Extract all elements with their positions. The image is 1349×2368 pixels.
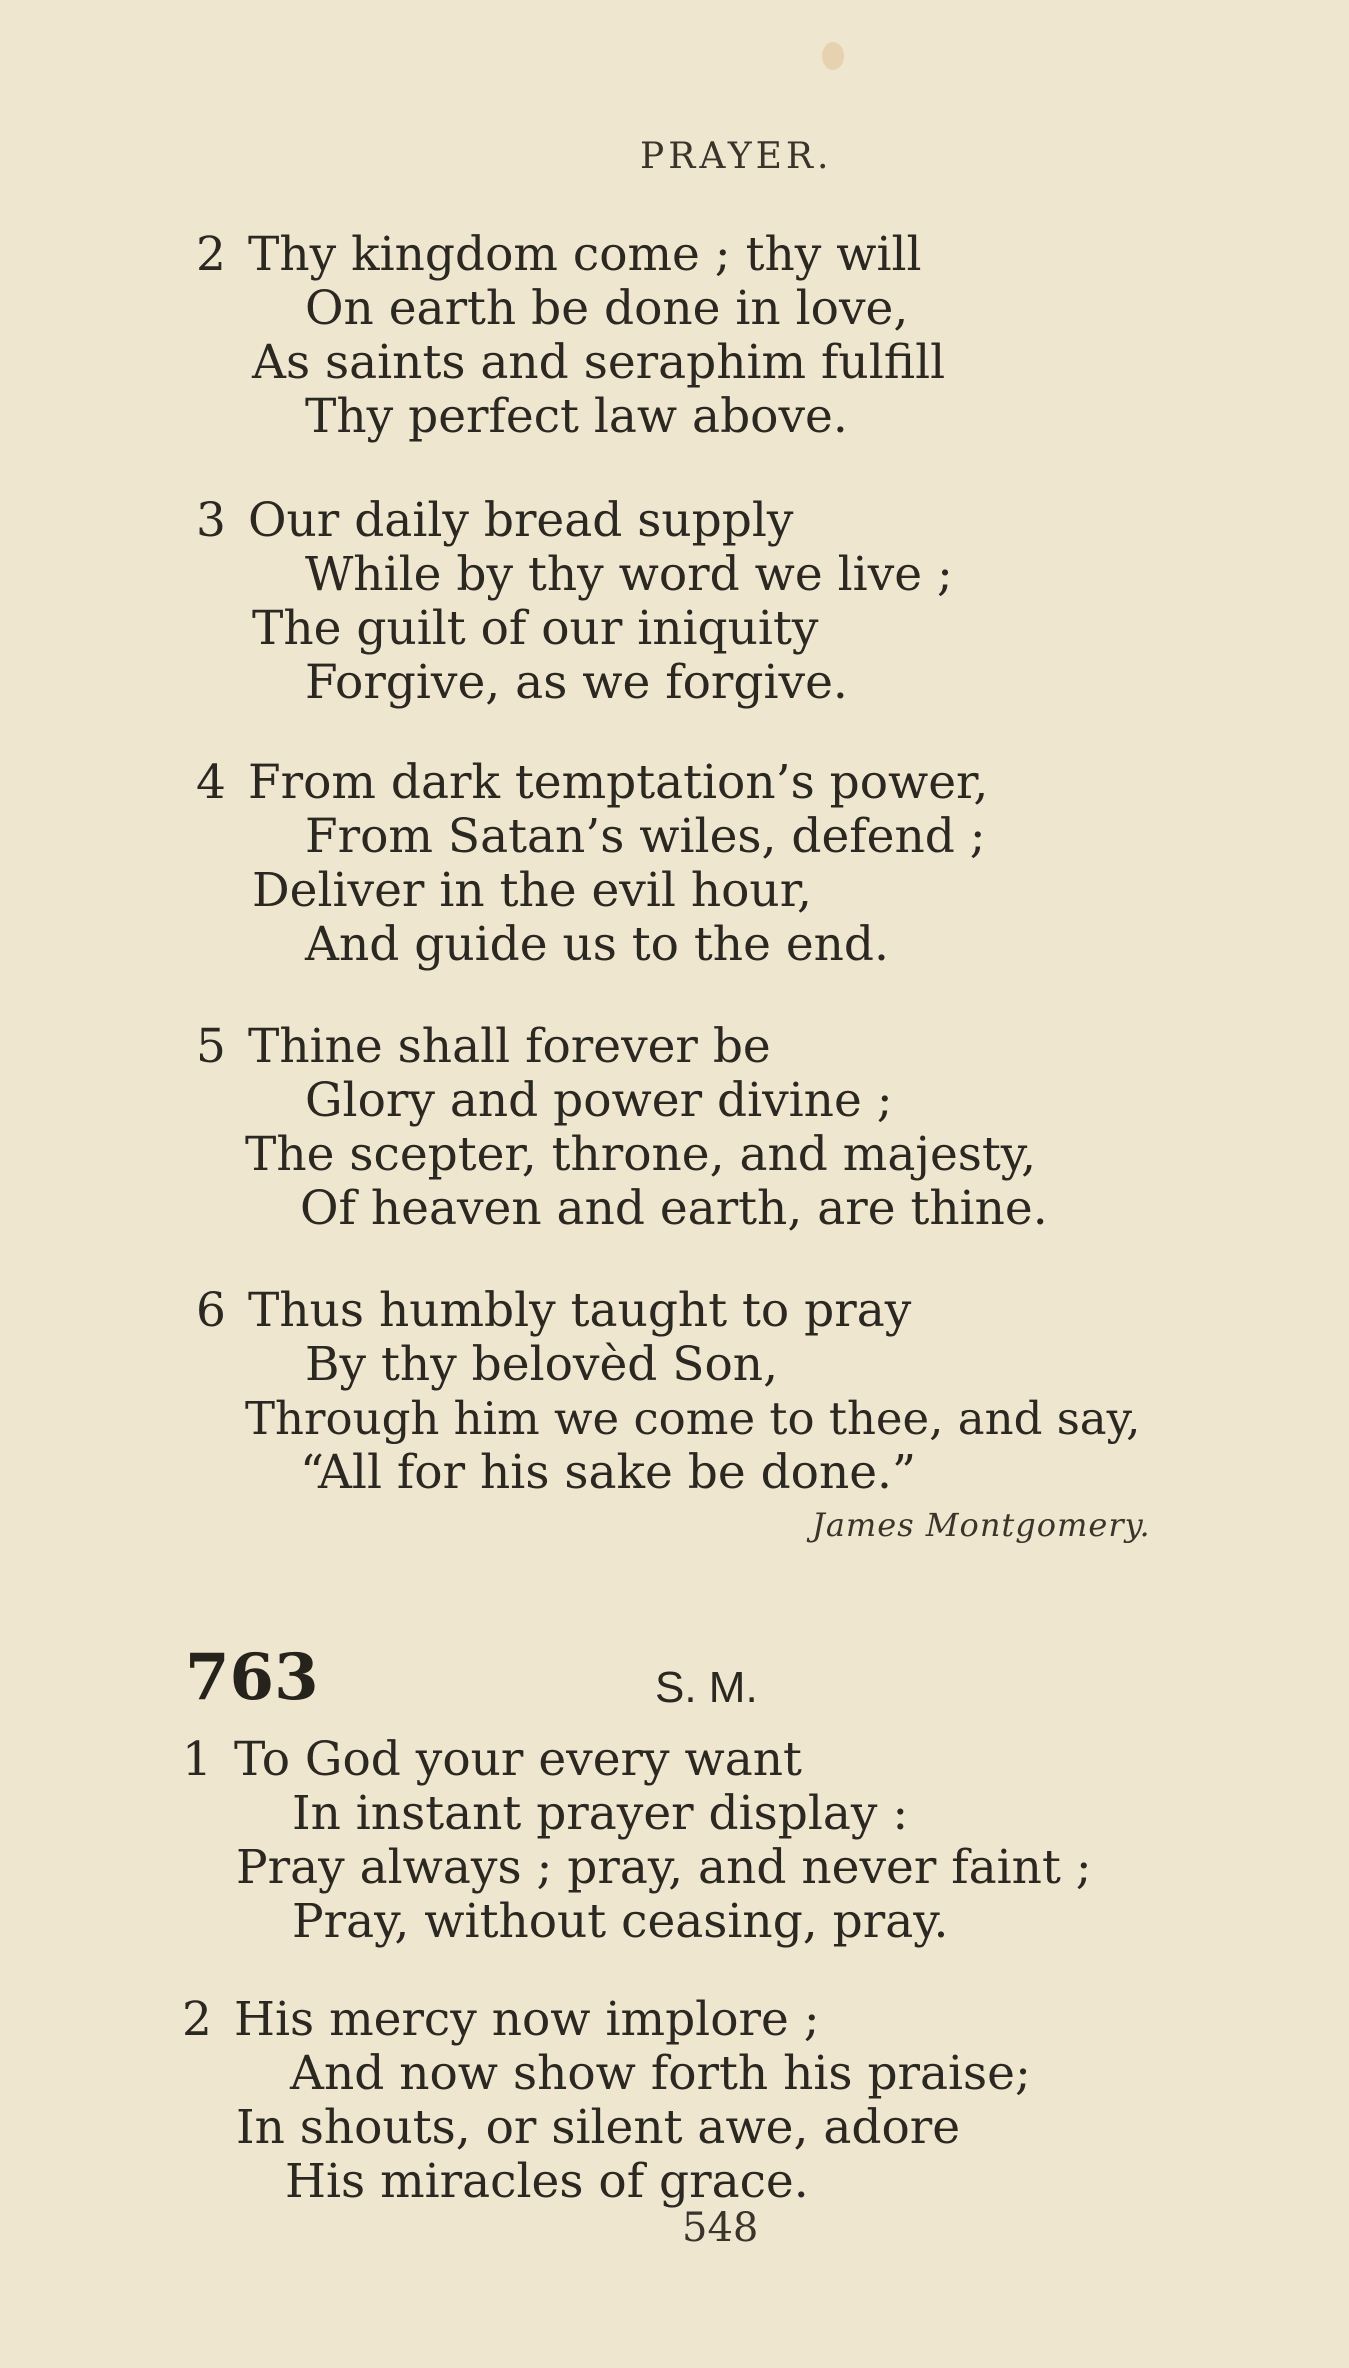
meter-label: S. M. <box>655 1663 758 1712</box>
verse-line-first: 6 Thus humbly taught to pray <box>196 1283 912 1338</box>
stanza-number: 3 <box>196 493 226 548</box>
verse-line: “All for his sake be done.” <box>300 1445 917 1500</box>
stanza-number: 5 <box>196 1019 226 1074</box>
author-attribution: James Montgomery. <box>812 1506 1151 1544</box>
verse-line: Forgive, as we forgive. <box>305 655 848 710</box>
verse-line: By thy belovèd Son, <box>305 1337 779 1392</box>
verse-line: And guide us to the end. <box>305 917 889 972</box>
verse-line: Glory and power divine ; <box>305 1073 893 1128</box>
verse-line: And now show forth his praise; <box>290 2046 1031 2101</box>
verse-line-first: 3 Our daily bread supply <box>196 493 794 548</box>
verse-line: The guilt of our iniquity <box>252 601 819 656</box>
verse-line: Thy perfect law above. <box>305 389 848 444</box>
verse-line: The scepter, throne, and majesty, <box>245 1127 1037 1182</box>
stanza-number: 2 <box>196 227 226 282</box>
verse-line-first: 1 To God your every want <box>182 1732 802 1787</box>
stanza-number: 2 <box>182 1992 212 2047</box>
verse-line: In instant prayer display : <box>292 1786 909 1841</box>
verse-line: On earth be done in love, <box>305 281 909 336</box>
page-header: PRAYER. <box>640 136 833 177</box>
verse-line: His miracles of grace. <box>285 2154 809 2209</box>
verse-line-first: 5 Thine shall forever be <box>196 1019 771 1074</box>
verse-line-first: 2 Thy kingdom come ; thy will <box>196 227 922 282</box>
verse-line: Pray, without ceasing, pray. <box>292 1894 949 1949</box>
hymn-number: 763 <box>185 1640 319 1715</box>
verse-line: Pray always ; pray, and never faint ; <box>236 1840 1092 1895</box>
verse-line-first: 2 His mercy now implore ; <box>182 1992 820 2047</box>
verse-line-first: 4 From dark temptation’s power, <box>196 755 989 810</box>
verse-line: Deliver in the evil hour, <box>252 863 812 918</box>
verse-line: In shouts, or silent awe, adore <box>236 2100 961 2155</box>
verse-line: Through him we come to thee, and say, <box>245 1392 1141 1445</box>
stanza-number: 6 <box>196 1283 226 1338</box>
verse-line: While by thy word we live ; <box>305 547 953 602</box>
stanza-number: 4 <box>196 755 226 810</box>
verse-line: From Satan’s wiles, defend ; <box>305 809 986 864</box>
page-number: 548 <box>682 2205 759 2251</box>
verse-line: Of heaven and earth, are thine. <box>300 1181 1048 1236</box>
verse-line: As saints and seraphim fulfill <box>252 335 946 390</box>
stanza-number: 1 <box>182 1732 212 1787</box>
ink-smudge <box>822 42 844 70</box>
